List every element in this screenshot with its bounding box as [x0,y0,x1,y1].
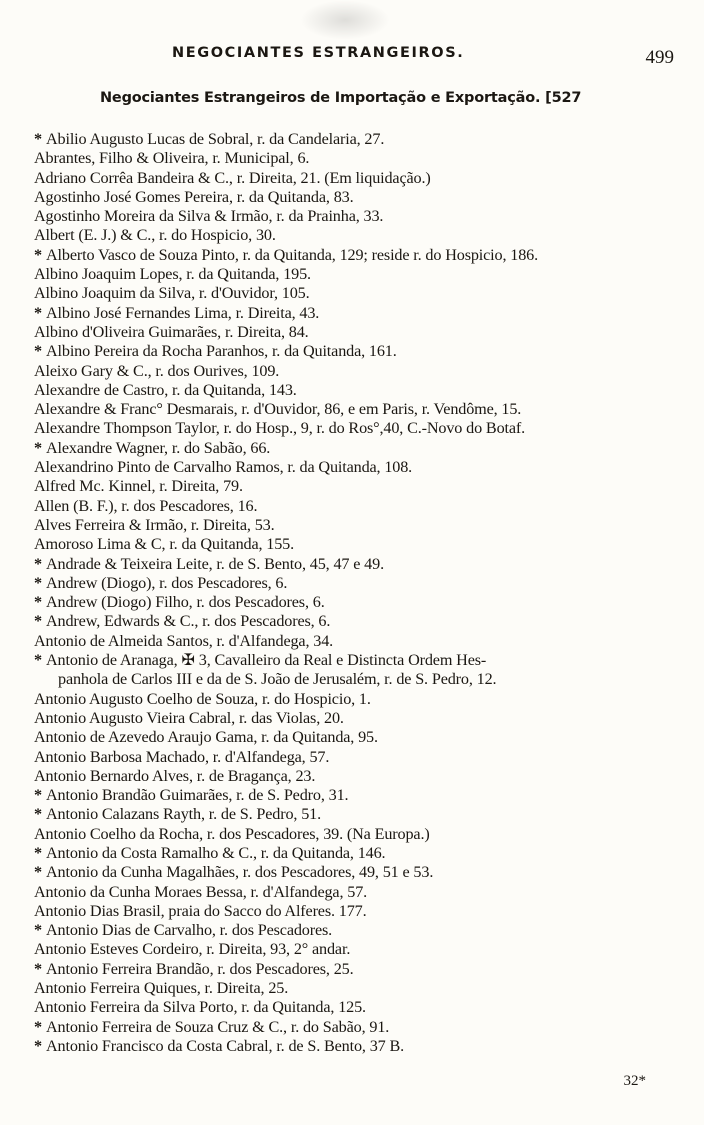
entry-text: Antonio Augusto Vieira Cabral, r. das Violas, 20. [34,708,344,727]
list-item [34,921,674,940]
list-item [34,632,674,651]
entry-text: Antonio Esteves Cordeiro, r. Direita, 93, 2° andar. [34,940,351,959]
entry-text: Antonio Brandão Guimarães, r. de S. Pedro, 31. [46,786,349,805]
entry-text: Albino José Fernandes Lima, r. Direita, 43. [46,303,320,322]
list-item [34,960,674,979]
asterisk-mark: * [34,863,42,882]
entry-text: Andrade & Teixeira Leite, r. de S. Bento, 45, 47 e 49. [46,554,384,573]
list-item [34,284,674,303]
list-item [34,130,674,149]
entry-text: Abilio Augusto Lucas de Sobral, r. da Candelaria, 27. [46,130,385,148]
entry-text: Antonio Bernardo Alves, r. de Bragança, 23. [34,766,316,785]
list-item [34,651,674,670]
entry-text: Adriano Corrêa Bandeira & C., r. Direita, 21. (Em liquidação.) [34,168,431,187]
asterisk-mark: * [34,921,42,940]
list-item [34,593,674,612]
entry-text: Albino Pereira da Rocha Paranhos, r. da Quitanda, 161. [46,342,397,361]
entry-text: Antonio da Cunha Moraes Bessa, r. d'Alfandega, 57. [34,882,368,901]
asterisk-mark: * [34,1017,42,1036]
list-item [34,304,674,323]
list-item [34,381,674,400]
entry-text: Alfred Mc. Kinnel, r. Direita, 79. [34,477,243,496]
list-item [34,574,674,593]
merchant-list [34,130,674,1056]
asterisk-mark: * [34,342,42,361]
list-item [34,825,674,844]
entry-text: Albert (E. J.) & C., r. do Hospicio, 30. [34,226,276,245]
asterisk-mark: * [34,805,42,824]
entry-text: Antonio Ferreira Quiques, r. Direita, 25. [34,979,289,998]
entry-text: Antonio Ferreira Brandão, r. dos Pescadores, 25. [46,959,354,978]
asterisk-mark: * [34,612,42,631]
list-item [34,805,674,824]
entry-text: Antonio de Aranaga, ✠ 3, Cavalleiro da Real e Distincta Ordem Hes- [46,651,487,670]
entry-text: Albino d'Oliveira Guimarães, r. Direita, 84. [34,322,309,341]
entry-text: Antonio Ferreira de Souza Cruz & C., r. do Sabão, 91. [46,1017,390,1036]
list-item [34,1018,674,1037]
entry-text: Abrantes, Filho & Oliveira, r. Municipal, 6. [34,149,310,168]
entry-text: Albino Joaquim da Silva, r. d'Ouvidor, 105. [34,284,310,303]
list-item [34,265,674,284]
entry-text: Alexandre Wagner, r. do Sabão, 66. [46,438,271,457]
list-item [34,728,674,747]
list-item [34,690,674,709]
asterisk-mark: * [34,438,42,457]
asterisk-mark: * [34,959,42,978]
running-title: NEGOCIANTES ESTRANGEIROS. [172,45,465,61]
entry-text: Antonio Barbosa Machado, r. d'Alfandega, 57. [34,747,330,766]
entry-text: Alves Ferreira & Irmão, r. Direita, 53. [34,515,275,534]
asterisk-mark: * [34,593,42,612]
entry-text: Antonio Augusto Coelho de Souza, r. do Hospicio, 1. [34,689,371,708]
entry-text: Antonio Dias de Carvalho, r. dos Pescadores. [46,921,333,940]
list-item [34,226,674,245]
entry-text: Antonio da Costa Ramalho & C., r. da Quitanda, 146. [46,843,386,862]
entry-text: Aleixo Gary & C., r. dos Ourives, 109. [34,361,280,380]
list-item [34,477,674,496]
entry-text: Alexandre & Franc° Desmarais, r. d'Ouvidor, 86, e em Paris, r. Vendôme, 15. [34,400,522,419]
entry-text: Amoroso Lima & C, r. da Quitanda, 155. [34,535,295,554]
asterisk-mark: * [34,554,42,573]
list-item [34,342,674,361]
entry-text: Andrew (Diogo), r. dos Pescadores, 6. [46,573,288,592]
list-item [34,555,674,574]
list-item [34,998,674,1017]
entry-text: Andrew (Diogo) Filho, r. dos Pescadores, 6. [46,593,325,612]
entry-text: Agostinho José Gomes Pereira, r. da Quitanda, 83. [34,187,354,206]
entry-text: Albino Joaquim Lopes, r. da Quitanda, 195. [34,265,311,284]
list-item [34,419,674,438]
asterisk-mark: * [34,245,42,264]
list-item [34,844,674,863]
entry-text: Agostinho Moreira da Silva & Irmão, r. da Prainha, 33. [34,207,384,226]
list-item [34,883,674,902]
list-item [34,902,674,921]
entry-text: Alexandrino Pinto de Carvalho Ramos, r. da Quitanda, 108. [34,458,413,477]
list-item [34,246,674,265]
list-item [34,188,674,207]
entry-text: Alexandre Thompson Taylor, r. do Hosp., 9, r. do Ros°,40, C.-Novo do Botaf. [34,419,526,438]
list-item [34,362,674,381]
entry-text: panhola de Carlos III e da de S. João de Jerusalém, r. de S. Pedro, 12. [58,670,497,689]
asterisk-mark: * [34,786,42,805]
list-item [34,670,674,689]
asterisk-mark: * [34,573,42,592]
asterisk-mark: * [34,130,42,148]
asterisk-mark: * [34,1036,42,1055]
list-item [34,169,674,188]
asterisk-mark: * [34,651,42,670]
entry-text: Antonio Dias Brasil, praia do Sacco do Alferes. 177. [34,901,367,920]
list-item [34,458,674,477]
list-item [34,535,674,554]
entry-text: Andrew, Edwards & C., r. dos Pescadores, 6. [46,612,331,631]
list-item [34,323,674,342]
entry-text: Alberto Vasco de Souza Pinto, r. da Quitanda, 129; reside r. do Hospicio, 186. [46,245,538,264]
list-item [34,786,674,805]
list-item [34,940,674,959]
list-item [34,863,674,882]
list-item [34,767,674,786]
list-item [34,709,674,728]
list-item [34,400,674,419]
list-item [34,439,674,458]
entry-text: Antonio de Almeida Santos, r. d'Alfandega, 34. [34,631,334,650]
list-item [34,497,674,516]
entry-text: Antonio Francisco da Costa Cabral, r. de S. Bento, 37 B. [46,1036,405,1055]
entry-text: Antonio de Azevedo Araujo Gama, r. da Quitanda, 95. [34,728,378,747]
asterisk-mark: * [34,303,42,322]
entry-text: Alexandre de Castro, r. da Quitanda, 143. [34,380,297,399]
page-number: 499 [645,47,674,68]
print-smudge [300,0,390,40]
entry-text: Antonio Calazans Rayth, r. de S. Pedro, 51. [46,805,321,824]
entry-text: Antonio Ferreira da Silva Porto, r. da Quitanda, 125. [34,998,366,1017]
list-item [34,1037,674,1056]
entry-text: Allen (B. F.), r. dos Pescadores, 16. [34,496,258,515]
asterisk-mark: * [34,843,42,862]
entry-text: Antonio da Cunha Magalhães, r. dos Pescadores, 49, 51 e 53. [46,863,434,882]
list-item [34,149,674,168]
list-item [34,979,674,998]
list-item [34,748,674,767]
running-header [0,45,704,75]
list-item [34,516,674,535]
printer-signature: 32* [623,1073,646,1089]
list-item [34,207,674,226]
section-heading: Negociantes Estrangeiros de Importação e Exportação. [527 [100,90,582,106]
list-item [34,612,674,631]
entry-text: Antonio Coelho da Rocha, r. dos Pescadores, 39. (Na Europa.) [34,824,430,843]
